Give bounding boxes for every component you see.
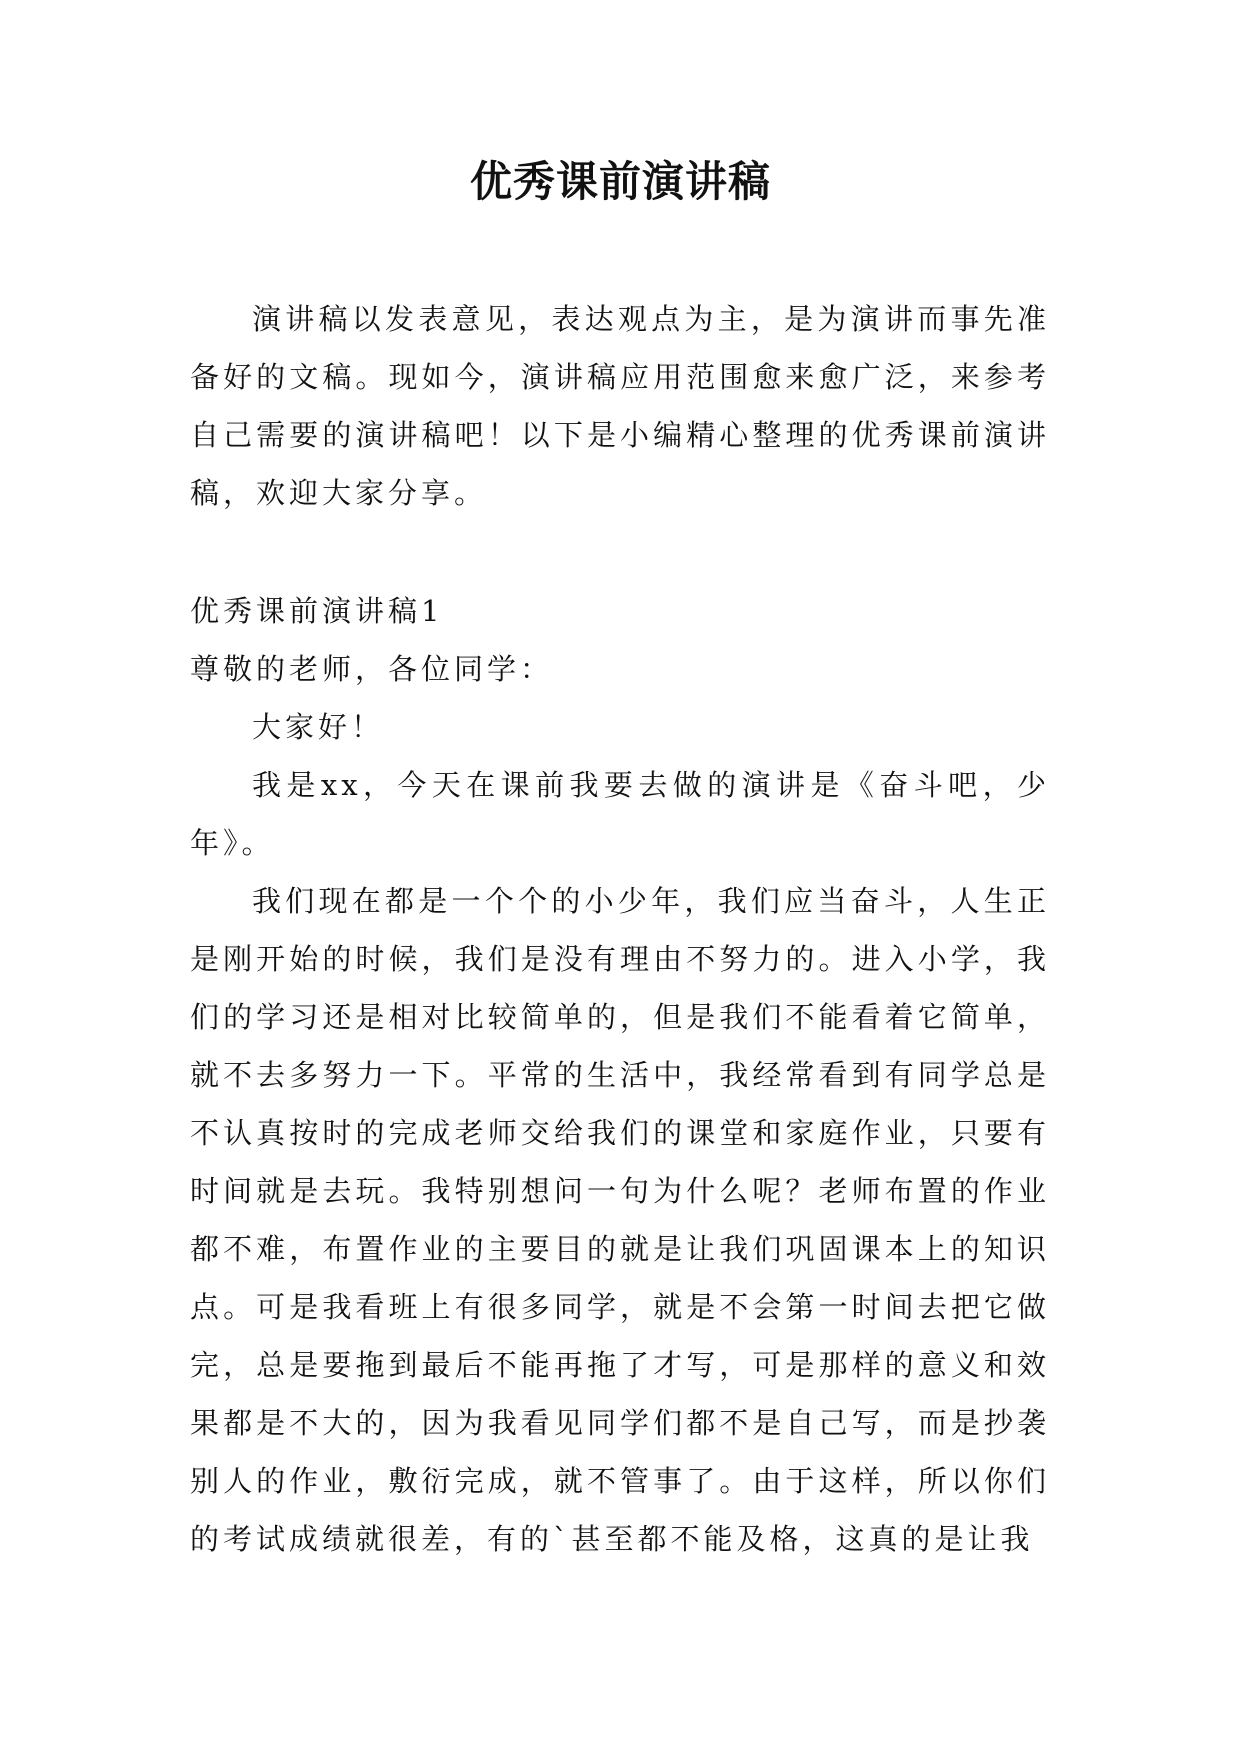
speech-section [190,582,1050,1568]
intro-paragraph: 演讲稿以发表意见，表达观点为主，是为演讲而事先准备好的文稿。现如今，演讲稿应用范围愈来愈广泛，来参考自己需要的演讲稿吧！以下是小编精心整理的优秀课前演讲稿，欢迎大家分享。 [190,302,1050,510]
salutation: 尊敬的老师，各位同学： [190,652,554,686]
paragraph: 我们现在都是一个个的小少年，我们应当奋斗，人生正是刚开始的时候，我们是没有理由不努力的。进入小学，我们的学习还是相对比较简单的，但是我们不能看着它简单，就不去多努力一下。平常的生活中，我经常看到有同学总是不认真按时的完成老师交给我们的课堂和家庭作业，只要有时间就是去玩。我特别想问一句为什么呢？老师布置的作业都不难，布置作业的主要目的就是让我们巩固课本上的知识点。可是我看班上有很多同学，就是不会第一时间去把它做完，总是要拖到最后不能再拖了才写，可是那样的意义和效果都是不大的，因为我看见同学们都不是自己写，而是抄袭别人的作业，敷衍完成，就不管事了。由于这样，所以你们的考试成绩就很差，有的`甚至都不能及格，这真的是让我 [190,884,1050,1556]
greeting: 大家好！ [252,710,385,744]
paragraph: 我是xx，今天在课前我要去做的演讲是《奋斗吧，少年》。 [190,768,1050,860]
section-heading: 优秀课前演讲稿1 [190,594,444,628]
intro-section [190,290,1050,522]
document-title: 优秀课前演讲稿 [469,157,771,206]
